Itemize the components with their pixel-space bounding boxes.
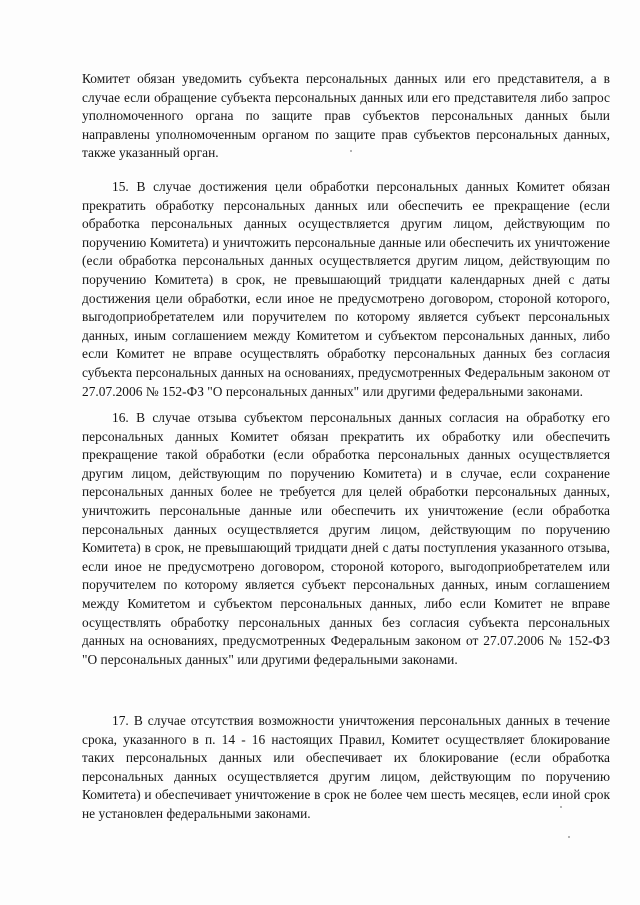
paragraph-16 bbox=[82, 409, 610, 669]
scan-speck bbox=[350, 150, 352, 152]
paragraph-continued bbox=[82, 70, 610, 163]
paragraph-15 bbox=[82, 178, 610, 401]
paragraph-text: Комитет обязан уведомить субъекта персональных данных или его представителя, а в случае если обращение субъекта персональных данных или его представителя либо запрос уполномоченного органа по защите прав субъектов персональных данных были направлены уполномоченным органом по защите прав субъектов персональных данных, также указанный орган. bbox=[82, 71, 610, 161]
scan-speck bbox=[568, 836, 570, 838]
scan-speck bbox=[560, 806, 562, 808]
paragraph-text: 15. В случае достижения цели обработки персональных данных Комитет обязан прекратить обработку персональных данных или обеспечить ее прекращение (если обработка персональных данных осуществляется другим лицом, действующим по поручению Комитета) и уничтожить персональные данные или обеспечить их уничтожение (если обработка персональных данных осуществляется другим лицом, действующим по поручению Комитета) в срок, не превышающий тридцати календарных дней с даты достижения цели обработки, если иное не предусмотрено договором, стороной которого, выгодоприобретателем или поручителем по которому является субъект персональных данных, иным соглашением между Комитетом и субъектом персональных данных, либо если Комитет не вправе осуществлять обработку персональных данных без согласия субъекта персональных данных на основаниях, предусмотренных Федеральным законом от 27.07.2006 № 152-ФЗ "О персональных данных" или другими федеральными законами. bbox=[82, 179, 610, 399]
paragraph-text: 16. В случае отзыва субъектом персональных данных согласия на обработку его персональных данных Комитет обязан прекратить их обработку или обеспечить прекращение такой обработки (если обработка персональных данных осуществляется другим лицом, действующим по поручению Комитета) и в случае, если сохранение персональных данных более не требуется для целей обработки персональных данных, уничтожить персональные данные или обеспечить их уничтожение (если обработка персональных данных осуществляется другим лицом, действующим по поручению Комитета) в срок, не превышающий тридцати дней с даты поступления указанного отзыва, если иное не предусмотрено договором, стороной которого, выгодоприобретателем или поручителем по которому является субъект персональных данных, иным соглашением между Комитетом и субъектом персональных данных, либо если Комитет не вправе осуществлять обработку персональных данных без согласия субъекта персональных данных на основаниях, предусмотренных Федеральным законом от 27.07.2006 № 152-ФЗ "О персональных данных" или другими федеральными законами. bbox=[82, 410, 610, 667]
paragraph-text: 17. В случае отсутствия возможности уничтожения персональных данных в течение срока, указанного в п. 14 - 16 настоящих Правил, Комитет осуществляет блокирование таких персональных данных или обеспечивает их блокирование (если обработка персональных данных осуществляется другим лицом, действующим по поручению Комитета) и обеспечивает уничтожение в срок не более чем шесть месяцев, если иной срок не установлен федеральными законами. bbox=[82, 713, 610, 821]
paragraph-17 bbox=[82, 712, 610, 824]
